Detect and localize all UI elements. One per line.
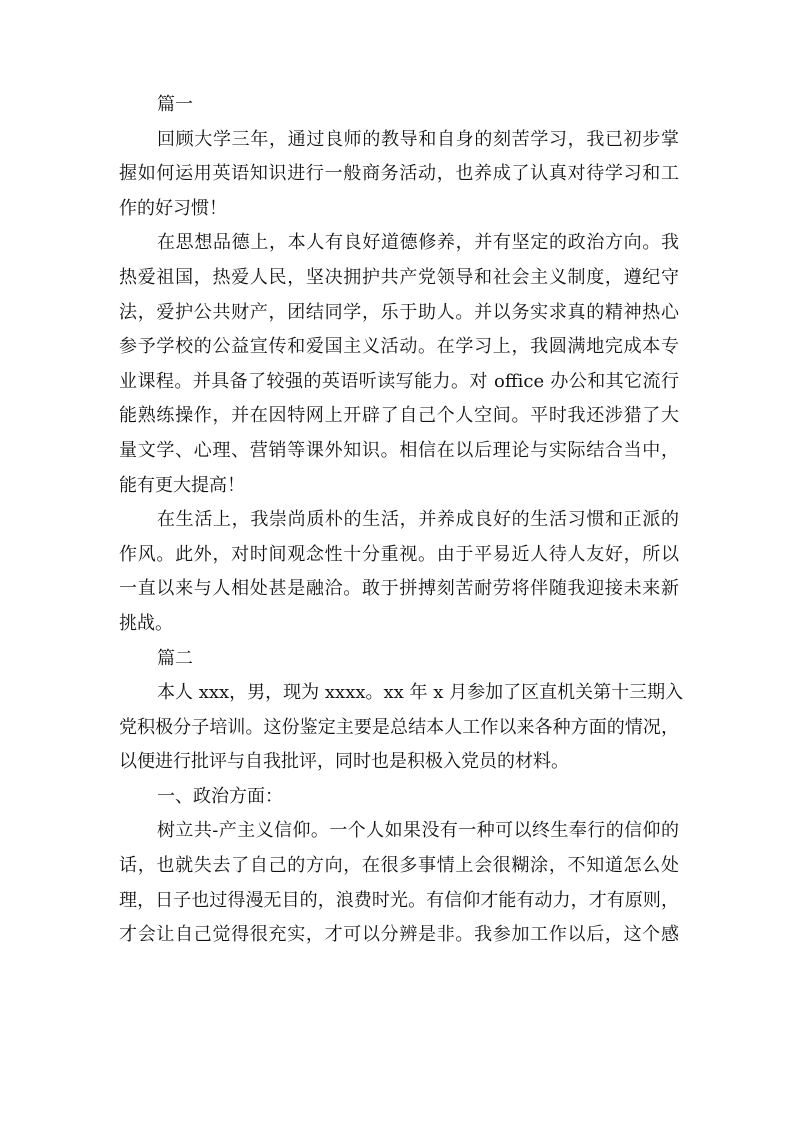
text-line: 本人 xxx，男，现为 xxxx。xx 年 x 月参加了区直机关第十三期入 [157, 682, 684, 704]
text-line: 回顾大学三年，通过良师的教导和自身的刻苦学习，我已初步掌 [157, 128, 679, 150]
text-line: 党积极分子培训。这份鉴定主要是总结本人工作以来各种方面的情况， [119, 716, 679, 738]
text-line: 握如何运用英语知识进行一般商务活动，也养成了认真对待学习和工 [119, 163, 679, 185]
text-line: 作的好习惯！ [119, 197, 227, 219]
text-line: 才会让自己觉得很充实，才可以分辨是非。我参加工作以后，这个感 [119, 924, 679, 946]
text-line: 作风。此外，对时间观念性十分重视。由于平易近人待人友好，所以 [119, 543, 679, 565]
text-line: 法，爱护公共财产，团结同学，乐于助人。并以务实求真的精神热心 [119, 301, 679, 323]
text-line: 在思想品德上，本人有良好道德修养，并有坚定的政治方向。我 [157, 232, 679, 254]
text-line: 能熟练操作，并在因特网上开辟了自己个人空间。平时我还涉猎了大 [119, 405, 679, 427]
text-line: 参予学校的公益宣传和爱国主义活动。在学习上，我圆满地完成本专 [119, 336, 679, 358]
text-line: 量文学、心理、营销等课外知识。相信在以后理论与实际结合当中， [119, 439, 679, 461]
text-line: 能有更大提高！ [119, 474, 245, 496]
text-line: 业课程。并具备了较强的英语听读写能力。对 office 办公和其它流行 [119, 370, 679, 392]
text-line: 树立共-产主义信仰。一个人如果没有一种可以终生奉行的信仰的 [157, 820, 679, 842]
text-line: 在生活上，我崇尚质朴的生活，并养成良好的生活习惯和正派的 [157, 509, 679, 531]
text-line: 一、政治方面： [157, 785, 283, 807]
text-line: 篇一 [157, 94, 193, 115]
document-body [119, 88, 684, 953]
text-line: 挑战。 [119, 612, 173, 634]
text-line: 热爱祖国，热爱人民，坚决拥护共产党领导和社会主义制度，遵纪守 [119, 266, 679, 288]
text-line: 以便进行批评与自我批评，同时也是积极入党员的材料。 [119, 751, 569, 773]
text-line: 话，也就失去了自己的方向，在很多事情上会很糊涂，不知道怎么处 [119, 855, 679, 877]
text-line: 一直以来与人相处甚是融洽。敢于拼搏刻苦耐劳将伴随我迎接未来新 [119, 578, 679, 600]
text-line: 理，日子也过得漫无目的，浪费时光。有信仰才能有动力，才有原则， [119, 889, 679, 911]
text-line: 篇二 [157, 647, 193, 669]
